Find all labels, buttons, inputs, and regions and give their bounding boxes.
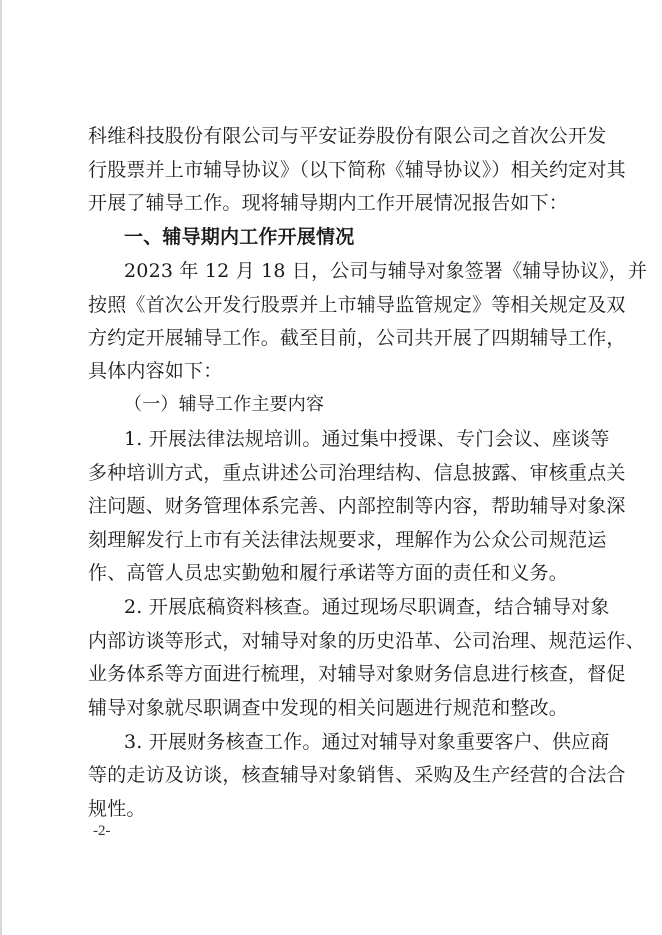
paragraph-line: 1. 开展法律法规培训。通过集中授课、专门会议、座谈等 [124, 428, 610, 450]
paragraph-line: 多种培训方式，重点讲述公司治理结构、信息披露、审核重点关 [88, 462, 626, 484]
paragraph-line: 业务体系等方面进行梳理，对辅导对象财务信息进行核查，督促 [88, 663, 626, 685]
paragraph-line: 行股票并上市辅导协议》（以下简称《辅导协议》）相关约定对其 [88, 159, 626, 181]
paragraph-line: 刻理解发行上市有关法律法规要求，理解作为公众公司规范运 [88, 529, 607, 551]
page-number: -2- [93, 823, 111, 839]
paragraph-line: 内部访谈等形式，对辅导对象的历史沿革、公司治理、规范运作、 [88, 630, 645, 652]
paragraph-line: 科维科技股份有限公司与平安证券股份有限公司之首次公开发 [88, 125, 607, 147]
paragraph-line: 辅导对象就尽职调查中发现的相关问题进行规范和整改。 [88, 697, 569, 719]
paragraph-line: 3. 开展财务核查工作。通过对辅导对象重要客户、供应商 [124, 731, 610, 753]
paragraph-line: 作、高管人员忠实勤勉和履行承诺等方面的责任和义务。 [88, 562, 569, 584]
paragraph-line: 开展了辅导工作。现将辅导期内工作开展情况报告如下： [88, 192, 569, 214]
paragraph-line: 2023 年 12 月 18 日，公司与辅导对象签署《辅导协议》，并 [124, 260, 648, 282]
page-edge [0, 0, 2, 935]
paragraph-line: 等的走访及访谈，核查辅导对象销售、采购及生产经营的合法合 [88, 764, 626, 786]
paragraph-line: 按照《首次公开发行股票并上市辅导监管规定》等相关规定及双 [88, 294, 626, 316]
subsection-heading: （一）辅导工作主要内容 [124, 394, 325, 415]
paragraph-line: 方约定开展辅导工作。截至目前，公司共开展了四期辅导工作， [88, 327, 626, 349]
paragraph-line: 具体内容如下： [88, 360, 223, 382]
paragraph-line: 规性。 [88, 798, 146, 820]
paragraph-line: 注问题、财务管理体系完善、内部控制等内容，帮助辅导对象深 [88, 495, 626, 517]
section-heading: 一、辅导期内工作开展情况 [124, 226, 355, 248]
paragraph-line: 2. 开展底稿资料核查。通过现场尽职调查，结合辅导对象 [124, 596, 610, 618]
